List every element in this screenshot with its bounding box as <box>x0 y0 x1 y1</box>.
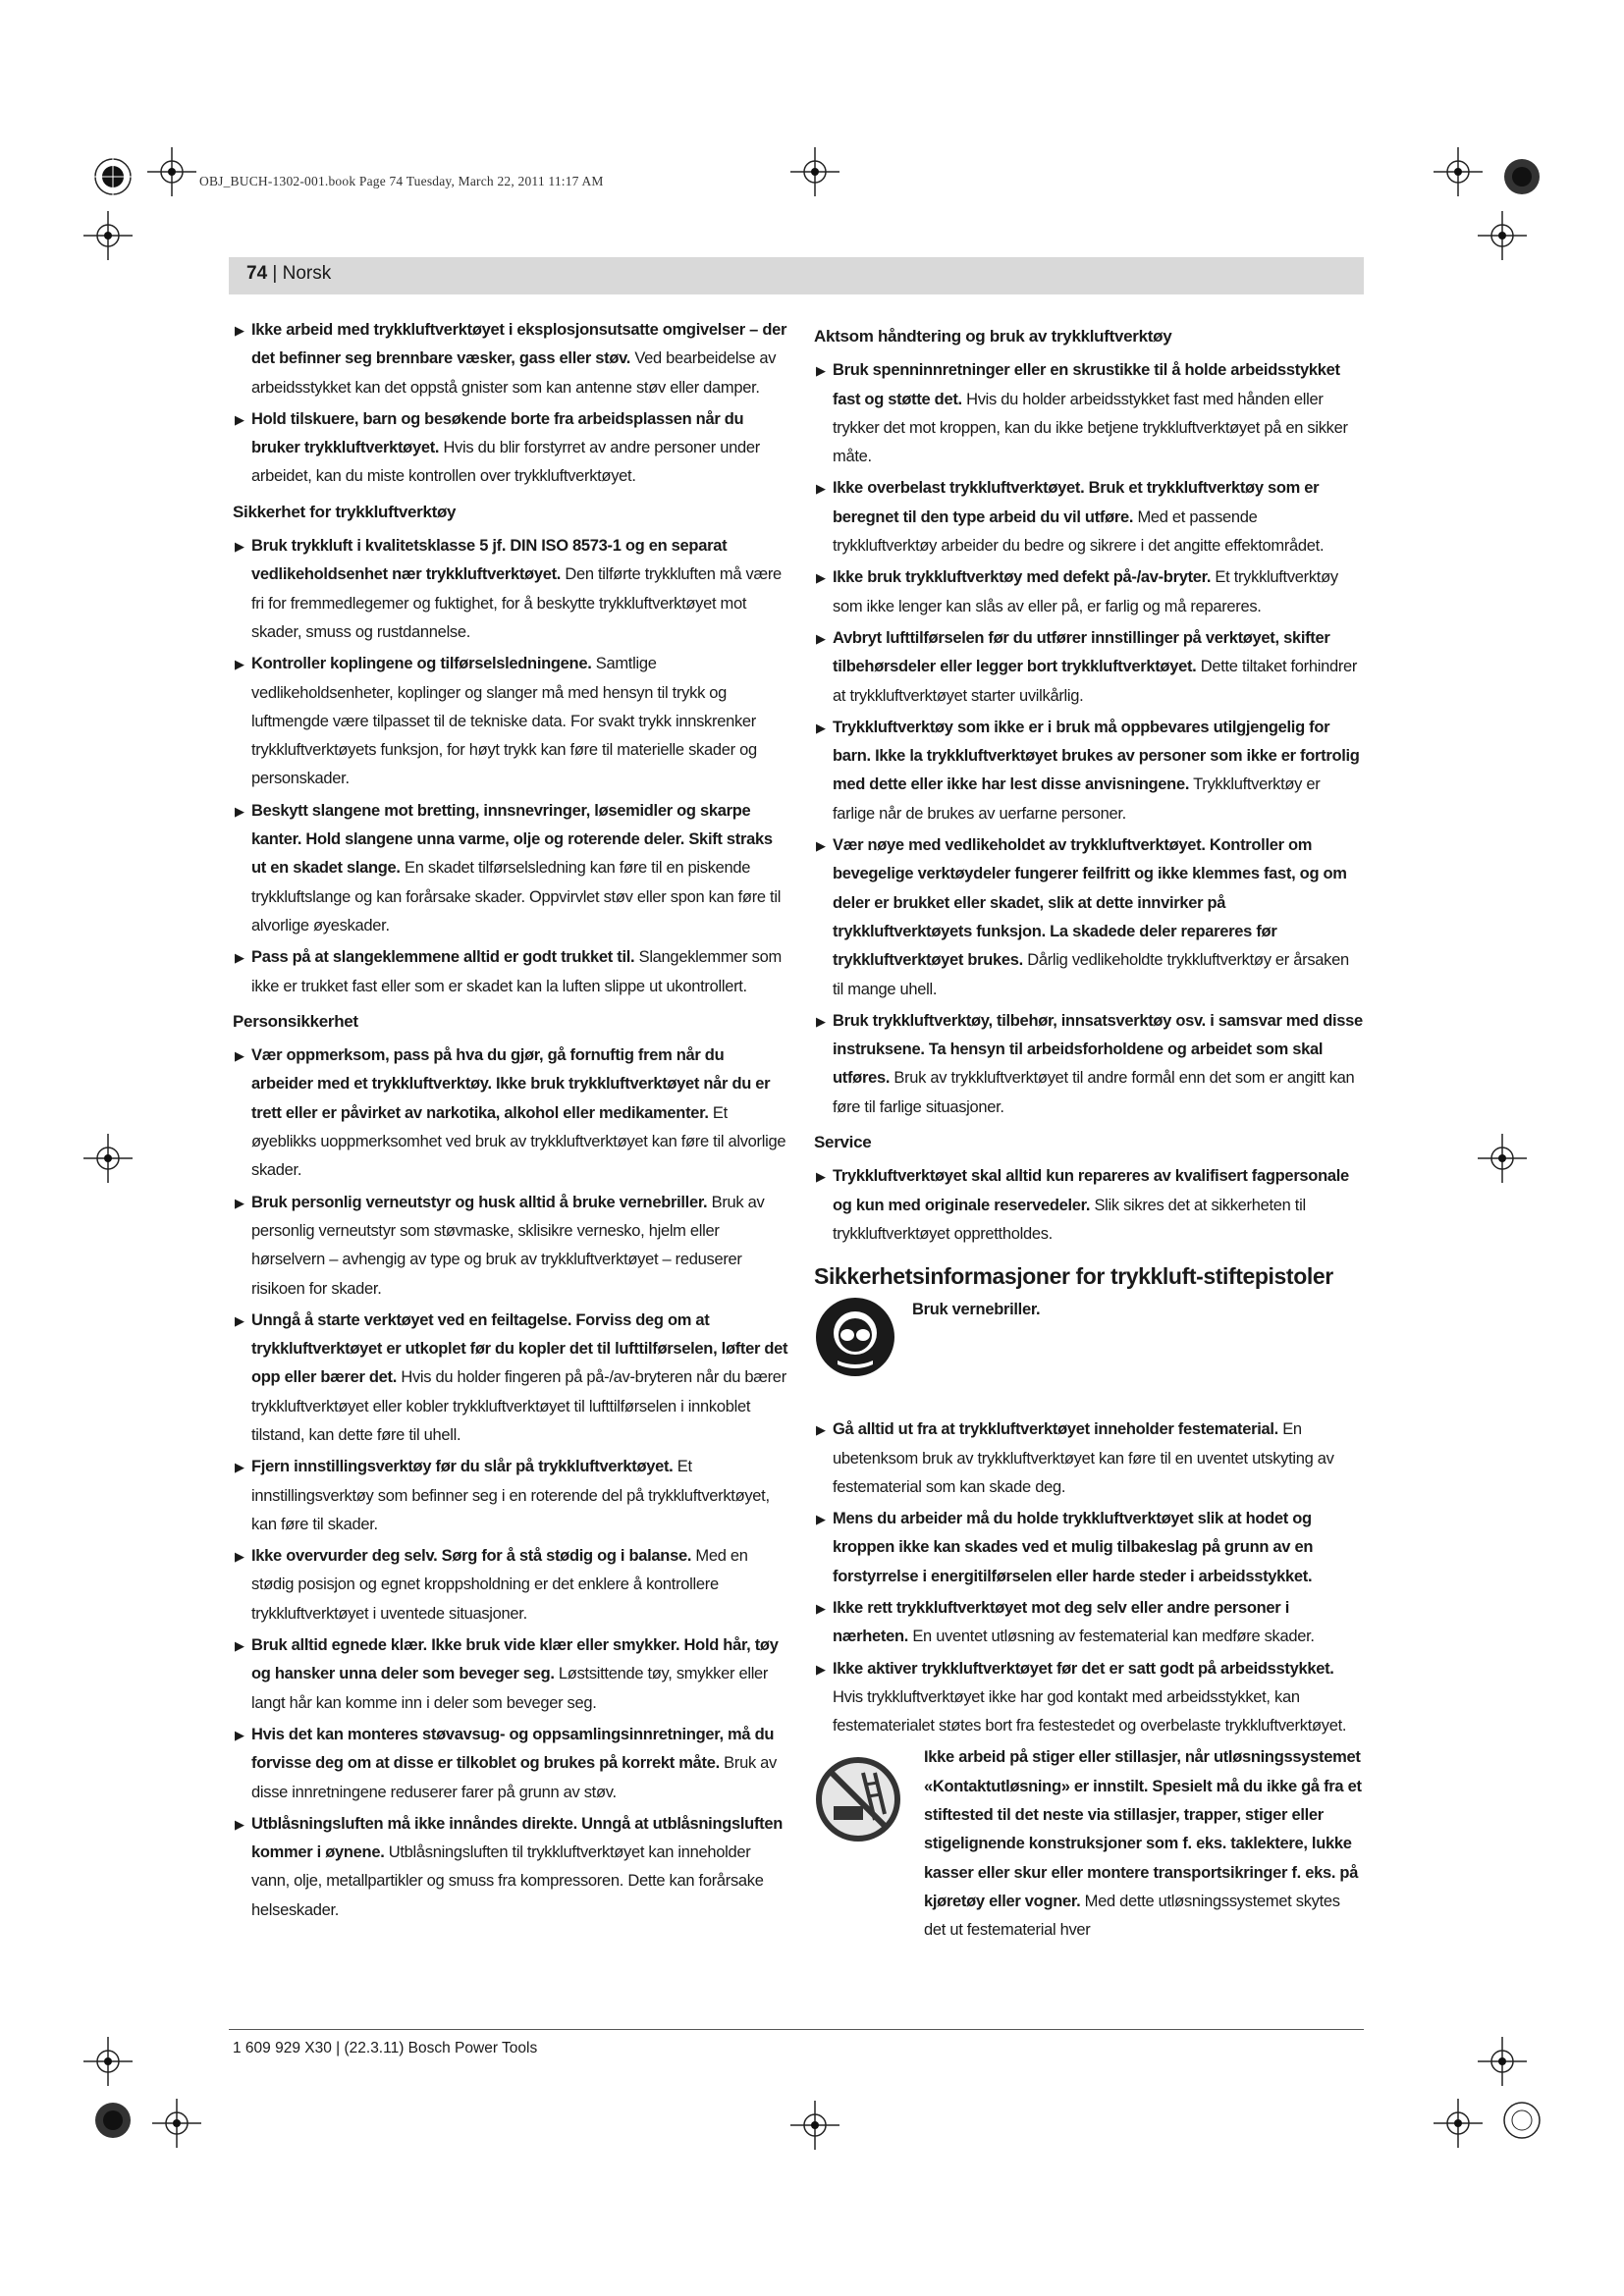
registration-mark-left <box>79 196 137 275</box>
right-column-section-2 <box>814 1415 1364 1740</box>
bullet-arrow-icon: ▶ <box>235 950 244 966</box>
left-column <box>233 316 788 1928</box>
instruction-bold: Utblåsningsluften må ikke innåndes direkte. Unngå at utblåsningsluften kommer i øynene. <box>251 1814 783 1862</box>
safety-instruction <box>233 1810 788 1925</box>
bullet-arrow-icon: ▶ <box>235 1195 244 1210</box>
instruction-text: Dårlig vedlikeholdte trykkluftverktøy er årsaken til mange uhell. <box>833 951 1349 998</box>
bullet-arrow-icon: ▶ <box>816 570 826 586</box>
instruction-bold: Ikke bruk trykkluftverktøy med defekt på-/av-bryter. <box>833 568 1212 587</box>
instruction-text: Slik sikres det at sikkerheten til trykkluftverktøyet opprettholdes. <box>833 1196 1306 1243</box>
section-heading: Aktsom håndtering og bruk av trykkluftverktøy <box>814 327 1172 346</box>
safety-instruction <box>233 1307 788 1450</box>
safety-instruction <box>233 797 788 940</box>
instruction-bold: Kontroller koplingene og tilførselsledningene. <box>251 655 592 673</box>
safety-instruction <box>233 650 788 793</box>
bullet-arrow-icon: ▶ <box>816 720 826 735</box>
right-column <box>814 316 1364 1999</box>
instruction-bold: Ikke overvurder deg selv. Sørg for å stå stødig og i balanse. <box>251 1547 692 1566</box>
instruction-bold: Trykkluftverktøyet skal alltid kun repareres av kvalifisert fagpersonale og kun med originale reservedeler. <box>833 1167 1349 1214</box>
safety-instruction <box>814 1655 1364 1741</box>
instruction-bold: Vær oppmerksom, pass på hva du gjør, gå fornuftig frem når du arbeider med et trykkluftverktøy. Ikke bruk trykkluftverktøyet når du er trett eller er påvirket av narkotika, alkohol eller medikamenter. <box>251 1046 771 1122</box>
instruction-bold: Ikke aktiver trykkluftverktøyet før det er satt godt på arbeidsstykket. <box>833 1659 1334 1678</box>
page-footer: 1 609 929 X30 | (22.3.11) Bosch Power Tools <box>233 2040 538 2056</box>
bullet-arrow-icon: ▶ <box>235 323 244 338</box>
safety-instruction <box>814 1162 1364 1249</box>
bullet-arrow-icon: ▶ <box>235 1727 244 1742</box>
instruction-bold: Trykkluftverktøy som ikke er i bruk må oppbevares utilgjengelig for barn. Ikke la trykkluftverktøyet brukes av personer som ikke er fortrolig med dette eller ikke har lest disse anvisningene. <box>833 718 1360 794</box>
bullet-arrow-icon: ▶ <box>235 803 244 819</box>
right-column-section-1 <box>814 322 1364 1249</box>
page-header <box>229 257 1364 294</box>
safety-instruction <box>814 1594 1364 1652</box>
instruction-text: Et trykkluftverktøy som ikke lenger kan slås av eller på, er farlig og må repareres. <box>833 568 1338 615</box>
instruction-bold: Bruk alltid egnede klær. Ikke bruk vide klær eller smykker. Hold hår, tøy og hansker unna deler som beveger seg. <box>251 1636 779 1683</box>
safety-goggles-icon <box>814 1296 896 1378</box>
bullet-arrow-icon: ▶ <box>816 363 826 379</box>
bullet-arrow-icon: ▶ <box>816 1422 826 1438</box>
instruction-text: Utblåsningsluften til trykkluftverktøyet kan inneholder vann, olje, metallpartikler og smuss fra kompressoren. Dette kan forårsake helseskader. <box>251 1843 764 1919</box>
bullet-arrow-icon: ▶ <box>235 1549 244 1565</box>
safety-instruction <box>814 356 1364 471</box>
bullet-arrow-icon: ▶ <box>816 1512 826 1527</box>
instruction-text: Trykkluftverktøy er farlige når de brukes av uerfarne personer. <box>833 775 1321 823</box>
safety-instruction <box>233 1721 788 1807</box>
instruction-text: Et innstillingsverktøy som befinner seg i en roterende del på trykkluftverktøyet, kan føre til skader. <box>251 1458 770 1533</box>
bullet-arrow-icon: ▶ <box>235 657 244 672</box>
goggles-notice <box>814 1296 1364 1402</box>
page-number: 74 <box>246 263 268 284</box>
bullet-arrow-icon: ▶ <box>235 1816 244 1832</box>
safety-instruction <box>814 831 1364 1004</box>
bullet-arrow-icon: ▶ <box>235 1460 244 1475</box>
bullet-arrow-icon: ▶ <box>235 539 244 555</box>
instruction-text: Bruk av personlig verneutstyr som støvmaske, sklisikre vernesko, hjelm eller hørselvern – avhengig av type og bruk av trykkluftverktøyet – reduserer risikoen for skader. <box>251 1193 765 1298</box>
bullet-arrow-icon: ▶ <box>816 1661 826 1677</box>
instruction-text: Med en stødig posisjon og egnet kroppsholdning er det enklere å kontrollere trykkluftverktøyet i uventede situasjoner. <box>251 1547 748 1623</box>
safety-instruction <box>233 405 788 492</box>
header-language: Norsk <box>282 263 332 284</box>
section-heading: Personsikkerhet <box>233 1011 358 1031</box>
safety-instruction <box>233 943 788 1001</box>
ladder-warning <box>814 1743 1364 1999</box>
safety-instruction <box>233 1041 788 1185</box>
section-heading: Sikkerhet for trykkluftverktøy <box>233 502 457 521</box>
instruction-text: Løstsittende tøy, smykker eller langt hår kan komme inn i deler som beveger seg. <box>251 1665 769 1712</box>
instruction-text: Den tilførte trykkluften må være fri for fremmedlegemer og fuktighet, for å beskytte trykkluftverktøyet mot skader, smuss og rustdannelse. <box>251 565 782 641</box>
safety-instruction <box>233 316 788 402</box>
instruction-text: Et øyeblikks uoppmerksomhet ved bruk av trykkluftverktøyet kan føre til alvorlige skader. <box>251 1103 786 1180</box>
instruction-bold: Vær nøye med vedlikeholdet av trykkluftverktøyet. Kontroller om bevegelige verktøydeler fungerer feilfritt og ikke klemmes fast, og om deler er brukket eller skadet, slik at dette innvirker på trykkluftverktøyets funksjon. La skadede deler repareres før trykkluftverktøyet brukes. <box>833 836 1347 970</box>
instruction-text: Dette tiltaket forhindrer at trykkluftverktøyet starter uvilkårlig. <box>833 658 1358 705</box>
safety-instruction <box>814 624 1364 711</box>
bullet-arrow-icon: ▶ <box>235 411 244 427</box>
bullet-arrow-icon: ▶ <box>816 481 826 497</box>
section-heading: Service <box>814 1133 872 1152</box>
ladder-warning-bold: Ikke arbeid på stiger eller stillasjer, når utløsningssystemet «Kontaktutløsning» er innstilt. Spesielt må du ikke gå fra et stiftested til det neste via stillasjer, trapper, stiger eller stigelignende konstruksjoner som f. eks. taklektere, lukke kasser eller skur eller montere transportsikringer f. eks. på kjøretøy eller vogner. <box>924 1748 1362 1910</box>
instruction-bold: Avbryt lufttilførselen før du utfører innstillinger på verktøyet, skifter tilbehørsdeler eller legger bort trykkluftverktøyet. <box>833 628 1330 676</box>
safety-instruction <box>814 1007 1364 1122</box>
safety-instruction <box>233 1189 788 1304</box>
bullet-arrow-icon: ▶ <box>816 838 826 854</box>
bullet-arrow-icon: ▶ <box>816 1013 826 1029</box>
registration-mark-bottom-center <box>781 2101 859 2169</box>
instruction-text: En uventet utløsning av festematerial kan medføre skader. <box>908 1628 1315 1646</box>
instruction-text: Hvis trykkluftverktøyet ikke har god kontakt med arbeidsstykket, kan festematerialet støtes bort fra festestedet og overbelaste trykkluftverktøyet. <box>833 1687 1347 1735</box>
instruction-bold: Bruk spenninnretninger eller en skrustikke til å holde arbeidsstykket fast og støtte det. <box>833 361 1340 408</box>
instruction-text: Hvis du blir forstyrret av andre personer under arbeidet, kan du miste kontrollen over trykkluftverktøyet. <box>251 439 760 486</box>
instruction-bold: Bruk personlig verneutstyr og husk alltid å bruke vernebriller. <box>251 1193 708 1211</box>
instruction-text: Slangeklemmer som ikke er trukket fast eller som er skadet kan la luften slippe ut ukontrollert. <box>251 948 782 995</box>
safety-instruction <box>233 532 788 647</box>
instruction-text: En skadet tilførselsledning kan føre til en piskende trykkluftslange og kan forårsake skader. Oppvirvlet støv eller spon kan føre til alvorlige øyeskader. <box>251 859 782 934</box>
instruction-bold: Ikke rett trykkluftverktøyet mot deg selv eller andre personer i nærheten. <box>833 1598 1289 1646</box>
registration-mark-mid-left <box>79 1119 137 1198</box>
instruction-text: Hvis du holder arbeidsstykket fast med hånden eller trykker det mot kroppen, kan du ikke betjene trykkluftverktøyet på en sikker måte. <box>833 390 1348 466</box>
instruction-bold: Bruk trykkluft i kvalitetsklasse 5 jf. DIN ISO 8573-1 og en separat vedlikeholdsenhet nær trykkluftverktøyet. <box>251 537 728 584</box>
instruction-bold: Ikke arbeid med trykkluftverktøyet i eksplosjonsutsatte omgivelser – der det befinner seg brennbare væsker, gass eller støv. <box>251 321 787 368</box>
safety-instruction <box>814 1415 1364 1502</box>
registration-mark-bottom-right <box>1394 2022 1551 2150</box>
safety-instruction <box>814 563 1364 621</box>
instruction-bold: Mens du arbeider må du holde trykkluftverktøyet slik at hodet og kroppen ikke kan skades ved et mulig tilbakeslag på grunn av en forstyrrelse i energitilførselen eller harde steder i arbeidsstykket. <box>833 1510 1314 1585</box>
safety-instruction <box>814 1505 1364 1591</box>
bullet-arrow-icon: ▶ <box>816 630 826 646</box>
instruction-bold: Beskytt slangene mot bretting, innsnevringer, løsemidler og skarpe kanter. Hold slangene unna varme, olje og roterende deler. Skift straks ut en skadet slange. <box>251 801 773 878</box>
instruction-bold: Bruk trykkluftverktøy, tilbehør, innsatsverktøy osv. i samsvar med disse instruksene. Ta hensyn til arbeidsforholdene og arbeidet som skal utføres. <box>833 1011 1363 1088</box>
header-separator: | <box>272 263 278 284</box>
instruction-bold: Pass på at slangeklemmene alltid er godt trukket til. <box>251 948 635 967</box>
bullet-arrow-icon: ▶ <box>816 1169 826 1185</box>
instruction-text: Hvis du holder fingeren på på-/av-bryteren når du bærer trykkluftverktøyet eller kobler trykkluftverktøyet til lufttilførselen i innkoblet tilstand, kan dette føre til uhell. <box>251 1368 786 1444</box>
registration-mark-bottom-left <box>79 2022 226 2150</box>
bullet-arrow-icon: ▶ <box>816 1600 826 1616</box>
footer-rule <box>229 2029 1364 2030</box>
goggles-label: Bruk vernebriller. <box>912 1301 1041 1319</box>
instruction-text: Bruk av trykkluftverktøyet til andre formål enn det som er angitt kan føre til farlige situasjoner. <box>833 1069 1355 1116</box>
bullet-arrow-icon: ▶ <box>235 1638 244 1654</box>
safety-instruction <box>814 474 1364 561</box>
safety-instruction <box>233 1453 788 1539</box>
instruction-text: En ubetenksom bruk av trykkluftverktøyet kan føre til en uventet utskyting av festematerial som kan skade deg. <box>833 1420 1334 1496</box>
instruction-bold: Gå alltid ut fra at trykkluftverktøyet inneholder festematerial. <box>833 1420 1278 1439</box>
print-slug: OBJ_BUCH-1302-001.book Page 74 Tuesday, March 22, 2011 11:17 AM <box>199 174 604 188</box>
registration-mark-mid-right <box>1473 1119 1532 1198</box>
registration-mark-right <box>1473 196 1532 275</box>
safety-instruction <box>814 714 1364 828</box>
registration-mark-top-center <box>781 137 859 216</box>
instruction-text: Samtlige vedlikeholdsenheter, koplinger og slanger må med hensyn til trykk og luftmengde være tilpasset til de tekniske data. For svakt trykk innskrenker trykkluftverktøyets funksjon, for høyt trykk kan føre til materielle skader og personskader. <box>251 655 757 788</box>
safety-instruction <box>233 1542 788 1629</box>
instruction-bold: Hvis det kan monteres støvavsug- og oppsamlingsinnretninger, må du forvisse deg om at disse er tilkoblet og brukes på korrekt måte. <box>251 1725 775 1773</box>
bullet-arrow-icon: ▶ <box>235 1048 244 1064</box>
instruction-text: Med et passende trykkluftverktøy arbeider du bedre og sikrere i det angitte effektområdet. <box>833 507 1325 556</box>
instruction-bold: Ikke overbelast trykkluftverktøyet. Bruk et trykkluftverktøy som er beregnet til den type arbeid du vil utføre. <box>833 479 1320 526</box>
no-ladder-icon <box>814 1755 902 1843</box>
bullet-arrow-icon: ▶ <box>235 1312 244 1328</box>
ladder-warning-text: Med dette utløsningssystemet skytes det ut festematerial hver <box>924 1892 1340 1940</box>
instruction-text: Bruk av disse innretningene reduserer farer på grunn av støv. <box>251 1754 778 1801</box>
instruction-text: Ved bearbeidelse av arbeidsstykket kan det oppstå gnister som kan antenne støv eller damper. <box>251 349 777 397</box>
instruction-bold: Unngå å starte verktøyet ved en feiltagelse. Forviss deg om at trykkluftverktøyet er utkoplet før du kopler det til lufttilførselen, løfter det opp eller bærer det. <box>251 1310 788 1387</box>
section-title: Sikkerhetsinformasjoner for trykkluft-stiftepistoler <box>814 1263 1333 1290</box>
instruction-bold: Hold tilskuere, barn og besøkende borte fra arbeidsplassen når du bruker trykkluftverktøyet. <box>251 409 744 457</box>
instruction-bold: Fjern innstillingsverktøy før du slår på trykkluftverktøyet. <box>251 1458 674 1476</box>
safety-instruction <box>233 1631 788 1718</box>
